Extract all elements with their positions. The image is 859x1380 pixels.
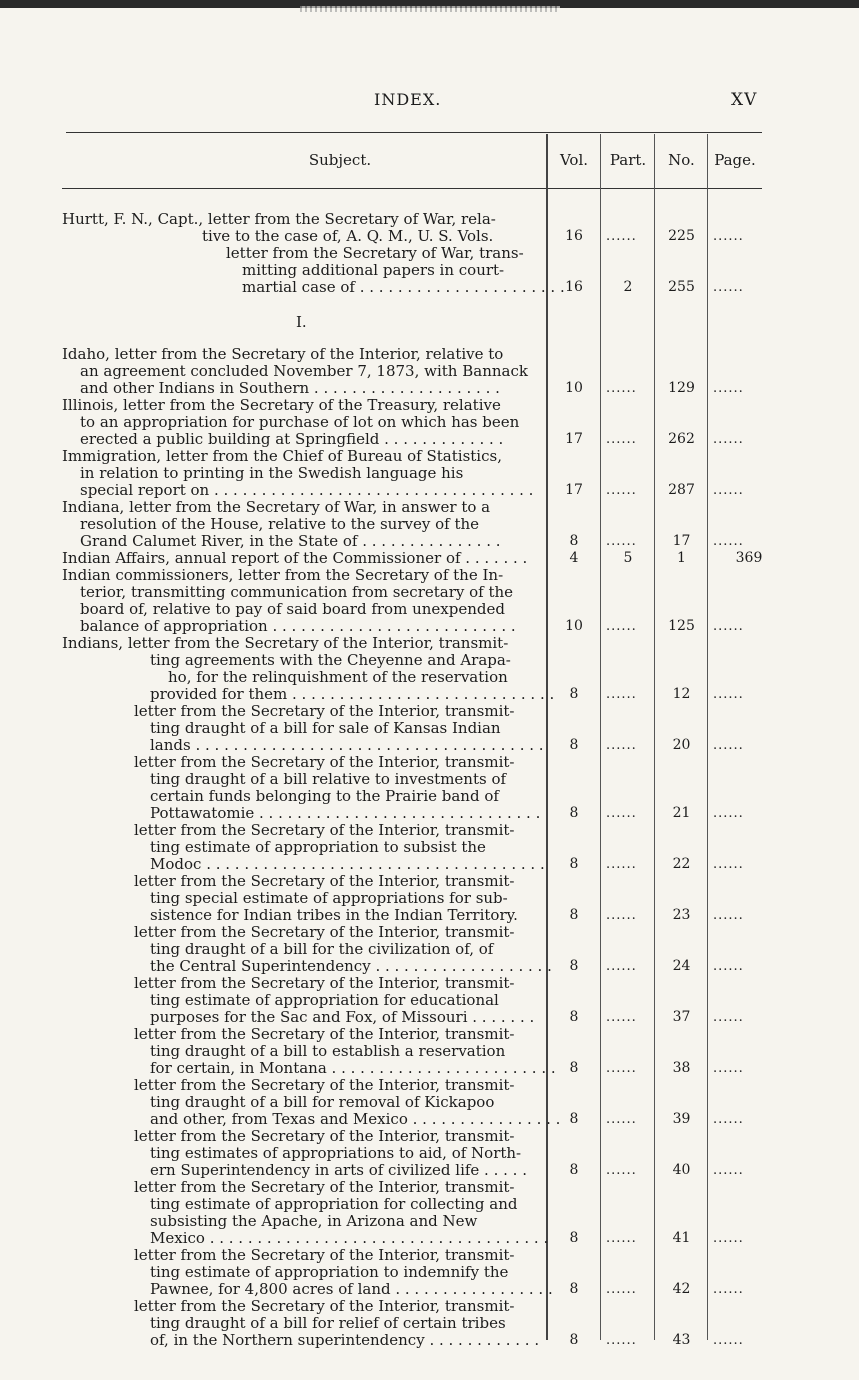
no-cell: 21 — [672, 805, 691, 821]
subject-line: balance of appropriation . . . . . . . . . . . . . . . . . . . . . . . . . . — [80, 617, 516, 635]
subject-line: purposes for the Sac and Fox, of Missouri . . . . . . . — [150, 1008, 535, 1026]
page-empty-leader: ...... — [713, 619, 744, 634]
subject-line: Modoc . . . . . . . . . . . . . . . . . . . . . . . . . . . . . . . . . . . . — [150, 855, 545, 873]
subject-line: and other, from Texas and Mexico . . . . . . . . . . . . . . . . — [150, 1110, 561, 1128]
page-empty-leader: ...... — [713, 1282, 744, 1297]
vol-cell: 8 — [569, 533, 579, 549]
part-empty-leader: ...... — [606, 1112, 637, 1127]
subject-line: erected a public building at Springfield . . . . . . . . . . . . . — [80, 430, 504, 448]
subject-line: ern Superintendency in arts of civilized life . . . . . — [150, 1161, 527, 1179]
part-empty-leader: ...... — [606, 1061, 637, 1076]
subject-line: Idaho, letter from the Secretary of the Interior, relative to — [62, 345, 504, 363]
subject-line: letter from the Secretary of the Interior, transmit- — [134, 974, 515, 992]
subject-line: letter from the Secretary of the Interior, transmit- — [134, 753, 515, 771]
page-empty-leader: ...... — [713, 229, 744, 244]
table-header-rule — [62, 188, 762, 189]
no-cell: 12 — [672, 686, 691, 702]
no-cell: 24 — [672, 958, 691, 974]
part-empty-leader: ...... — [606, 1010, 637, 1025]
part-empty-leader: ...... — [606, 483, 637, 498]
col-header-vol: Vol. — [559, 151, 589, 169]
subject-line: tive to the case of, A. Q. M., U. S. Vols. — [202, 227, 494, 245]
no-cell: 43 — [672, 1332, 691, 1348]
part-empty-leader: ...... — [606, 1231, 637, 1246]
col-header-no: No. — [668, 151, 695, 169]
subject-line: ting estimate of appropriation for collecting and — [150, 1195, 518, 1213]
page-empty-leader: ...... — [713, 1231, 744, 1246]
no-cell: 37 — [672, 1009, 691, 1025]
subject-line: ting estimates of appropriations to aid, of North- — [150, 1144, 522, 1162]
part-empty-leader: ...... — [606, 908, 637, 923]
part-empty-leader: ...... — [606, 619, 637, 634]
subject-line: letter from the Secretary of the Interior, transmit- — [134, 872, 515, 890]
column-divider — [707, 134, 708, 1340]
vol-cell: 4 — [569, 550, 579, 566]
subject-line: ting estimate of appropriation to indemnify the — [150, 1263, 509, 1281]
page-empty-leader: ...... — [713, 1061, 744, 1076]
subject-line: letter from the Secretary of the Interior, transmit- — [134, 1297, 515, 1315]
page-empty-leader: ...... — [713, 857, 744, 872]
vol-cell: 8 — [569, 805, 579, 821]
no-cell: 39 — [672, 1111, 691, 1127]
subject-line: certain funds belonging to the Prairie band of — [150, 787, 499, 805]
page-empty-leader: ...... — [713, 483, 744, 498]
subject-line: of, in the Northern superintendency . . . . . . . . . . . . — [150, 1331, 540, 1349]
no-cell: 42 — [672, 1281, 691, 1297]
vol-cell: 8 — [569, 856, 579, 872]
vol-cell: 8 — [569, 907, 579, 923]
subject-line: martial case of . . . . . . . . . . . . . . . . . . . . . . — [242, 278, 565, 296]
part-empty-leader: ...... — [606, 1333, 637, 1348]
subject-line: letter from the Secretary of the Interior, transmit- — [134, 702, 515, 720]
page-empty-leader: ...... — [713, 381, 744, 396]
subject-line: ting draught of a bill for the civilization of, of — [150, 940, 494, 958]
subject-line: Indians, letter from the Secretary of the Interior, transmit- — [62, 634, 509, 652]
subject-line: subsisting the Apache, in Arizona and New — [150, 1212, 478, 1230]
subject-line: Indian Affairs, annual report of the Commissioner of . . . . . . . — [62, 549, 528, 567]
vol-cell: 17 — [565, 431, 583, 447]
vol-cell: 17 — [565, 482, 583, 498]
page-empty-leader: ...... — [713, 687, 744, 702]
subject-line: Hurtt, F. N., Capt., letter from the Secretary of War, rela- — [62, 210, 496, 228]
page-empty-leader: ...... — [713, 738, 744, 753]
subject-line: terior, transmitting communication from secretary of the — [80, 583, 514, 601]
no-cell: 255 — [668, 279, 695, 295]
subject-line: lands . . . . . . . . . . . . . . . . . . . . . . . . . . . . . . . . . . . . . — [150, 736, 544, 754]
no-cell: 20 — [672, 737, 691, 753]
part-empty-leader: ...... — [606, 1282, 637, 1297]
part-empty-leader: ...... — [606, 229, 637, 244]
subject-line: letter from the Secretary of the Interior, transmit- — [134, 1246, 515, 1264]
no-cell: 22 — [672, 856, 691, 872]
vol-cell: 16 — [565, 279, 583, 295]
subject-line: the Central Superintendency . . . . . . . . . . . . . . . . . . . — [150, 957, 552, 975]
subject-line: letter from the Secretary of War, trans- — [226, 244, 524, 262]
subject-line: to an appropriation for purchase of lot on which has been — [80, 413, 520, 431]
part-empty-leader: ...... — [606, 1163, 637, 1178]
page-cell: 369 — [735, 550, 763, 566]
subject-line: letter from the Secretary of the Interior, transmit- — [134, 1127, 515, 1145]
no-cell: 225 — [668, 228, 695, 244]
subject-line: an agreement concluded November 7, 1873, with Bannack — [80, 362, 528, 380]
subject-line: Indiana, letter from the Secretary of War, in answer to a — [62, 498, 491, 516]
no-cell: 17 — [672, 533, 691, 549]
subject-line: ting agreements with the Cheyenne and Arapa- — [150, 651, 511, 669]
part-empty-leader: ...... — [606, 857, 637, 872]
subject-line: ting draught of a bill for removal of Kickapoo — [150, 1093, 495, 1111]
subject-line: Grand Calumet River, in the State of . . . . . . . . . . . . . . . — [80, 532, 501, 550]
part-empty-leader: ...... — [606, 534, 637, 549]
subject-line: resolution of the House, relative to the survey of the — [80, 515, 480, 533]
no-cell: 40 — [672, 1162, 691, 1178]
subject-line: in relation to printing in the Swedish language his — [80, 464, 464, 482]
subject-line: Pottawatomie . . . . . . . . . . . . . . . . . . . . . . . . . . . . . . — [150, 804, 541, 822]
no-cell: 41 — [672, 1230, 691, 1246]
subject-line: ting draught of a bill for relief of certain tribes — [150, 1314, 506, 1332]
subject-line: Mexico . . . . . . . . . . . . . . . . . . . . . . . . . . . . . . . . . . . . — [150, 1229, 549, 1247]
column-divider — [600, 134, 601, 1340]
part-empty-leader: ...... — [606, 432, 637, 447]
no-cell: 262 — [668, 431, 695, 447]
page-empty-leader: ...... — [713, 280, 744, 295]
page-empty-leader: ...... — [713, 1010, 744, 1025]
page-empty-leader: ...... — [713, 534, 744, 549]
page-empty-leader: ...... — [713, 432, 744, 447]
part-empty-leader: ...... — [606, 959, 637, 974]
part-empty-leader: ...... — [606, 381, 637, 396]
no-cell: 129 — [668, 380, 695, 396]
table-top-rule — [66, 132, 762, 133]
subject-line: letter from the Secretary of the Interior, transmit- — [134, 1025, 515, 1043]
vol-cell: 8 — [569, 1281, 579, 1297]
part-cell: 2 — [623, 279, 633, 295]
vol-cell: 8 — [569, 1009, 579, 1025]
subject-line: board of, relative to pay of said board from unexpended — [80, 600, 505, 618]
subject-line: ting estimate of appropriation for educational — [150, 991, 499, 1009]
column-divider — [654, 134, 655, 1340]
subject-line: Illinois, letter from the Secretary of the Treasury, relative — [62, 396, 501, 414]
vol-cell: 8 — [569, 1332, 579, 1348]
subject-line: ting estimate of appropriation to subsist the — [150, 838, 486, 856]
vol-cell: 16 — [565, 228, 583, 244]
subject-line: Indian commissioners, letter from the Secretary of the In- — [62, 566, 504, 584]
vol-cell: 8 — [569, 686, 579, 702]
vol-cell: 8 — [569, 1111, 579, 1127]
no-cell: 38 — [672, 1060, 691, 1076]
subject-line: ho, for the relinquishment of the reservation — [168, 668, 508, 686]
page-empty-leader: ...... — [713, 806, 744, 821]
page-empty-leader: ...... — [713, 1163, 744, 1178]
page-number: XV — [731, 90, 758, 110]
subject-line: letter from the Secretary of the Interior, transmit- — [134, 923, 515, 941]
section-letter: I. — [296, 313, 307, 331]
no-cell: 23 — [672, 907, 691, 923]
subject-line: and other Indians in Southern . . . . . . . . . . . . . . . . . . . . — [80, 379, 500, 397]
col-header-part: Part. — [609, 151, 647, 169]
subject-line: mitting additional papers in court- — [242, 261, 505, 279]
subject-line: letter from the Secretary of the Interior, transmit- — [134, 1076, 515, 1094]
no-cell: 125 — [668, 618, 695, 634]
page-empty-leader: ...... — [713, 959, 744, 974]
running-head-title: INDEX. — [374, 90, 442, 109]
page-empty-leader: ...... — [713, 908, 744, 923]
subject-line: ting special estimate of appropriations for sub- — [150, 889, 508, 907]
part-empty-leader: ...... — [606, 806, 637, 821]
subject-line: Immigration, letter from the Chief of Bureau of Statistics, — [62, 447, 502, 465]
page-empty-leader: ...... — [713, 1333, 744, 1348]
vol-cell: 8 — [569, 1162, 579, 1178]
subject-line: sistence for Indian tribes in the Indian Territory. — [150, 906, 518, 924]
subject-line: ting draught of a bill to establish a reservation — [150, 1042, 506, 1060]
col-header-page: Page. — [714, 151, 756, 169]
page-edge-texture — [300, 6, 560, 12]
no-cell: 287 — [668, 482, 695, 498]
part-empty-leader: ...... — [606, 687, 637, 702]
vol-cell: 8 — [569, 1230, 579, 1246]
part-empty-leader: ...... — [606, 738, 637, 753]
subject-line: letter from the Secretary of the Interior, transmit- — [134, 821, 515, 839]
subject-line: for certain, in Montana . . . . . . . . . . . . . . . . . . . . . . . . — [150, 1059, 556, 1077]
vol-cell: 8 — [569, 1060, 579, 1076]
col-header-subject: Subject. — [308, 151, 372, 169]
page-empty-leader: ...... — [713, 1112, 744, 1127]
subject-line: ting draught of a bill for sale of Kansas Indian — [150, 719, 501, 737]
vol-cell: 8 — [569, 737, 579, 753]
subject-line: special report on . . . . . . . . . . . . . . . . . . . . . . . . . . . . . . . . . . — [80, 481, 534, 499]
vol-cell: 8 — [569, 958, 579, 974]
subject-line: provided for them . . . . . . . . . . . . . . . . . . . . . . . . . . . . — [150, 685, 555, 703]
no-cell: 1 — [677, 550, 686, 566]
part-cell: 5 — [623, 550, 633, 566]
subject-line: Pawnee, for 4,800 acres of land . . . . . . . . . . . . . . . . . — [150, 1280, 553, 1298]
vol-cell: 10 — [565, 380, 583, 396]
subject-line: ting draught of a bill relative to investments of — [150, 770, 507, 788]
subject-line: letter from the Secretary of the Interior, transmit- — [134, 1178, 515, 1196]
vol-cell: 10 — [565, 618, 583, 634]
